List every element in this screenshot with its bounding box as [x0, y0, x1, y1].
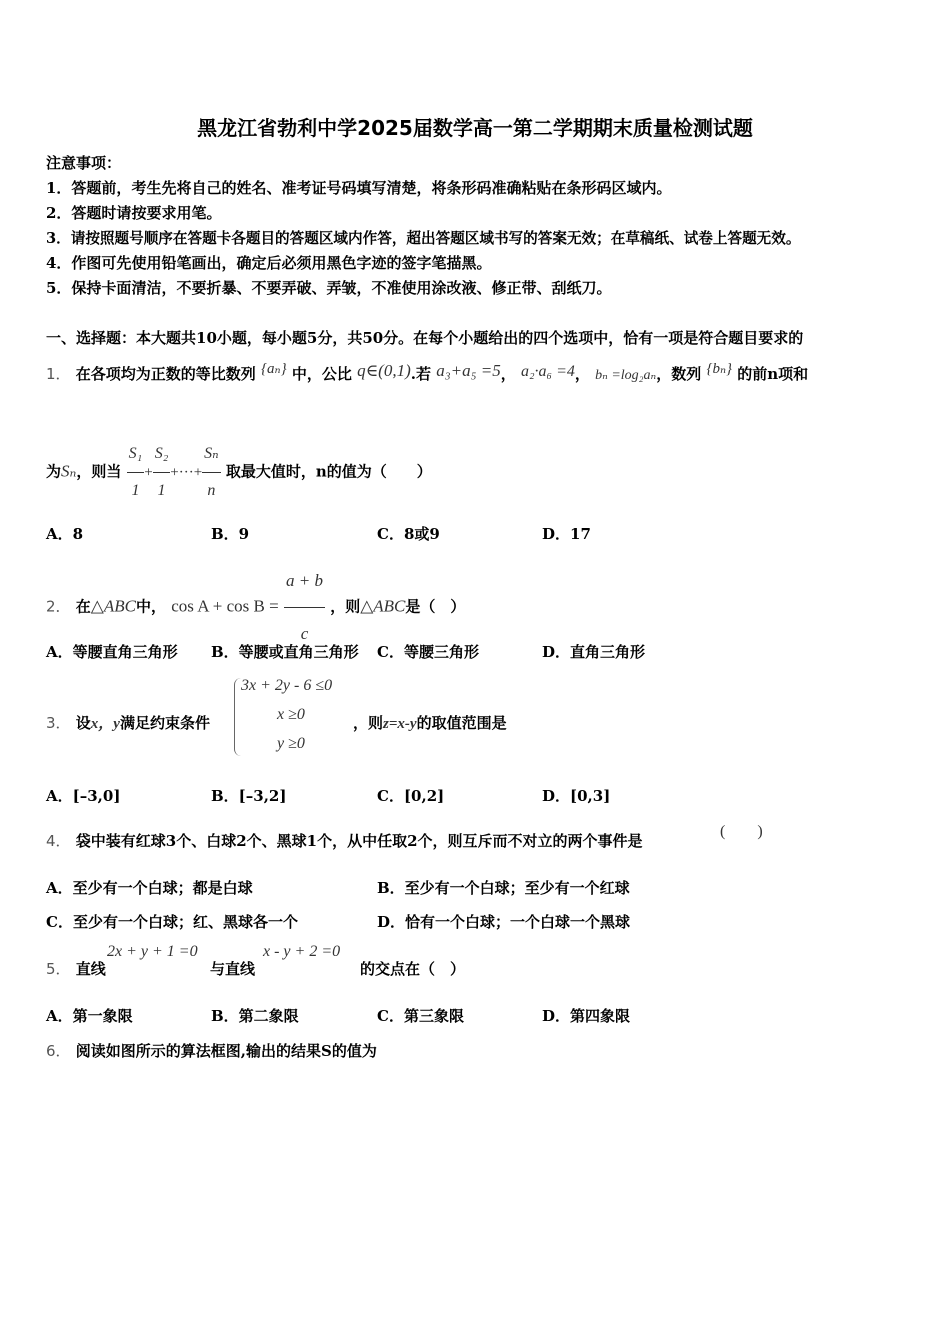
- question-1-line2: 为Sₙ，则当 $\frac{\text{S₁}}{1}$ + $\frac{\text{S₂}}{1}$ +···+ $\frac{\text{Sₙ}}{n}$ 取最大值时，n的值为（ ）: [46, 436, 432, 509]
- option-c: C．至少有一个白球；红、黑球各一个: [46, 913, 298, 931]
- question-5-c: 的交点在（ ）: [360, 960, 466, 978]
- sequence-b: {bₙ}: [706, 361, 733, 377]
- option-c: C．第三象限: [377, 1007, 464, 1025]
- option-d: D．[0,3]: [542, 787, 611, 805]
- option-a: A．第一象限: [46, 1007, 133, 1025]
- sequence-a: {aₙ}: [261, 361, 287, 377]
- fraction-s1: $\frac{\text{S₁}}{1}$: [127, 436, 145, 509]
- page-title: 黑龙江省勃利中学2025届数学高一第二学期期末质量检测试题: [197, 116, 753, 140]
- fraction-s2: $\frac{\text{S₂}}{1}$: [153, 436, 171, 509]
- option-a: A．等腰直角三角形: [46, 643, 178, 661]
- question-3-text: 3． 设x，y满足约束条件: [46, 714, 210, 732]
- option-a: A．至少有一个白球；都是白球: [46, 879, 253, 897]
- constraint-brace: [234, 678, 241, 756]
- option-b: B．等腰或直角三角形: [211, 643, 359, 661]
- triangle-abc: △ABC: [90, 596, 136, 616]
- fraction-sn: $\frac{\text{Sₙ}}{n}$: [202, 436, 220, 509]
- question-5-a: 5． 直线: [46, 960, 106, 978]
- notice-item: 2．答题时请按要求用笔。: [46, 204, 222, 222]
- condition-3: bₙ =log₂aₙ: [595, 368, 657, 383]
- objective-z: z=x-y: [383, 716, 417, 732]
- notice-item: 5．保持卡面清洁，不要折暴、不要弄破、弄皱，不准使用涂改液、修正带、刮纸刀。: [46, 279, 612, 297]
- option-b: B．至少有一个白球；至少有一个红球: [377, 879, 630, 897]
- question-1-line1: 1． 在各项均为正数的等比数列 {aₙ} 中，公比 q∈(0,1).若 a₃+a₅ =5， a₂·a₆ =4， bₙ =log₂aₙ，数列 {bₙ} 的前n项和: [46, 361, 809, 383]
- question-2: 2． 在△ABC中， cos A + cos B = $\frac{a + b}{c}$ ，则△ABC是（ ）: [46, 555, 465, 660]
- section-heading: 一、选择题：本大题共10小题，每小题5分，共50分。在每个小题给出的四个选项中，恰有一项是符合题目要求的: [46, 329, 804, 347]
- option-a: A．[–3,0]: [46, 787, 121, 805]
- answer-paren: ( ): [720, 823, 763, 840]
- ratio-range: q∈(0,1): [357, 361, 411, 380]
- constraint-2: x ≥0: [277, 706, 305, 723]
- option-c: C．8或9: [377, 525, 440, 543]
- question-number: 1．: [46, 365, 71, 383]
- question-number: 6．: [46, 1042, 71, 1060]
- option-b: B．第二象限: [211, 1007, 299, 1025]
- question-number: 3．: [46, 714, 71, 732]
- fraction-ab-c: $\frac{a + b}{c}$: [284, 555, 325, 660]
- notice-item: 1．答题前，考生先将自己的姓名、准考证号码填写清楚，将条形码准确粘贴在条形码区域内。: [46, 179, 672, 197]
- option-c: C．[0,2]: [377, 787, 445, 805]
- notice-item: 3．请按照题号顺序在答题卡各题目的答题区域内作答，超出答题区域书写的答案无效；在草稿纸、试卷上答题无效。: [46, 230, 801, 247]
- constraint-3: y ≥0: [277, 735, 305, 752]
- sum-sn: Sₙ: [61, 461, 77, 481]
- option-d: D．恰有一个白球；一个白球一个黑球: [377, 913, 631, 931]
- option-d: D．第四象限: [542, 1007, 631, 1025]
- notice-item: 4．作图可先使用铅笔画出，确定后必须用黑色字迹的签字笔描黑。: [46, 254, 492, 272]
- question-number: 4．: [46, 832, 71, 850]
- condition-2: a₂·a₆ =4: [520, 363, 575, 380]
- question-4: 4． 袋中装有红球3个、白球2个、黑球1个，从中任取2个，则互斥而不对立的两个事件是: [46, 832, 643, 850]
- cos-equation: cos A + cos B =: [171, 596, 279, 616]
- option-d: D．17: [542, 525, 591, 543]
- question-6: 6． 阅读如图所示的算法框图,输出的结果S的值为: [46, 1042, 377, 1060]
- option-c: C．等腰三角形: [377, 643, 479, 661]
- option-a: A．8: [46, 525, 84, 543]
- option-b: B．[–3,2]: [211, 787, 287, 805]
- constraint-1: 3x + 2y - 6 ≤0: [241, 677, 333, 694]
- line-equation-1: 2x + y + 1 =0: [107, 943, 198, 960]
- question-3-tail: ，则z=x-y的取值范围是: [353, 714, 507, 732]
- line-equation-2: x - y + 2 =0: [263, 943, 341, 960]
- triangle-abc: △ABC: [360, 596, 406, 616]
- question-number: 2．: [46, 597, 71, 616]
- question-number: 5．: [46, 960, 71, 978]
- notice-heading: 注意事项：: [46, 154, 122, 172]
- option-d: D．直角三角形: [542, 643, 646, 661]
- question-5-b: 与直线: [210, 960, 256, 978]
- condition-1: a₃+a₅ =5: [436, 361, 501, 380]
- option-b: B．9: [211, 525, 250, 543]
